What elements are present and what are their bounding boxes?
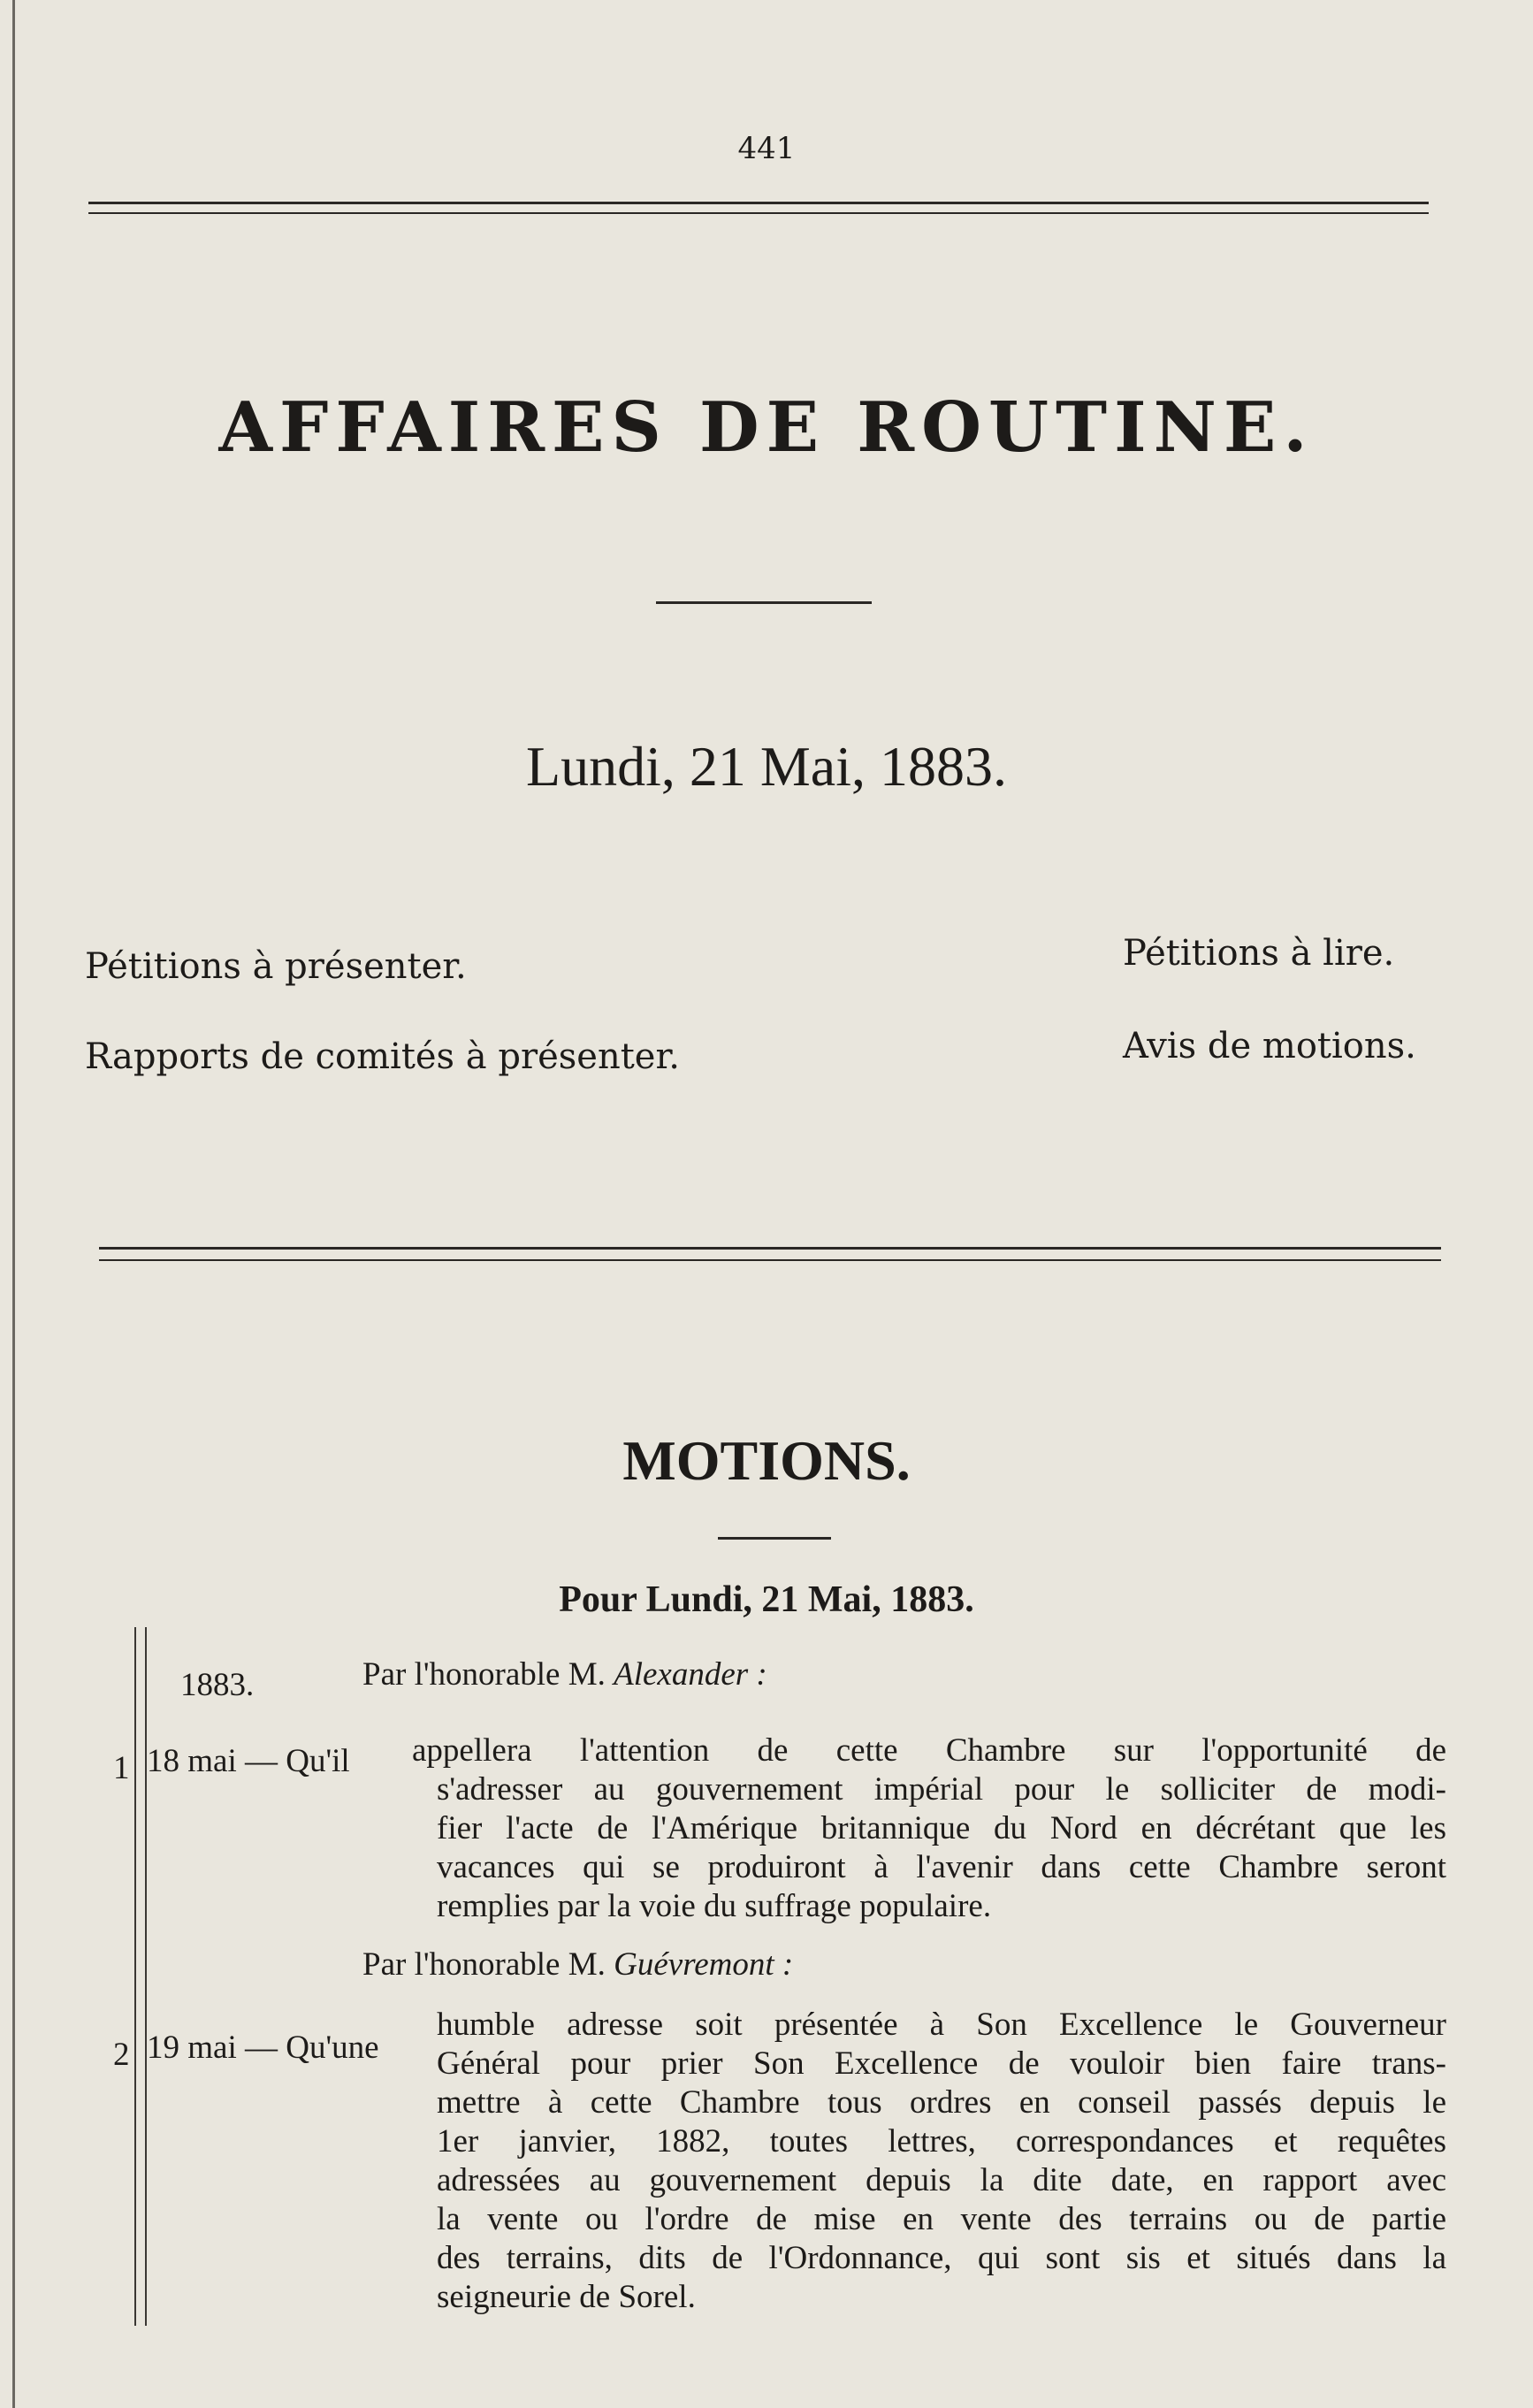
motions-title: MOTIONS. <box>622 1429 911 1492</box>
section-title: AFFAIRES DE ROUTINE. <box>218 387 1315 468</box>
motion-1-mover <box>362 1655 767 1694</box>
motion-1-member: Alexander : <box>614 1656 767 1693</box>
motion-1-text-body <box>437 1770 1446 1926</box>
motion-2-member: Guévremont : <box>614 1946 794 1983</box>
motions-subtitle: Pour Lundi, 21 Mai, 1883. <box>559 1579 974 1620</box>
motion-2-line-7: des terrains, dits de l'Ordonnance, qui sont sis et situés dans la <box>437 2240 1446 2276</box>
motion-2-line-2: Général pour prier Son Excellence de vouloir bien faire trans- <box>437 2045 1446 2082</box>
motion-2-line-1: humble adresse soit présentée à Son Excellence le Gouverneur <box>437 2007 1446 2043</box>
title-underline <box>656 601 872 604</box>
number-column-divider <box>134 1627 136 2326</box>
page-binding-edge <box>12 0 15 2408</box>
motion-2-by: Par l'honorable M. <box>362 1946 614 1983</box>
motion-2-number: 2 <box>113 2037 130 2073</box>
motion-2-line-4: 1er janvier, 1882, toutes lettres, correspondances et requêtes <box>437 2123 1446 2160</box>
routine-petitions-present: Pétitions à présenter. <box>85 946 467 987</box>
motion-2-line-6: la vente ou l'ordre de mise en vente des terrains ou de partie <box>437 2201 1446 2237</box>
motion-1-line-5: remplies par la voie du suffrage populaire. <box>437 1888 992 1924</box>
motions-underline <box>718 1537 831 1540</box>
routine-notices-motions: Avis de motions. <box>1123 1026 1416 1066</box>
motion-1-number: 1 <box>113 1750 130 1786</box>
motion-1-line-4: vacances qui se produiront à l'avenir dans cette Chambre seront <box>437 1849 1446 1885</box>
motion-1-date: 18 mai — Qu'il <box>147 1743 350 1779</box>
motion-1-line-1: appellera l'attention de cette Chambre sur l'opportunité de <box>412 1732 1446 1769</box>
motion-2-mover <box>362 1946 793 1984</box>
sitting-date: Lundi, 21 Mai, 1883. <box>526 735 1007 798</box>
mid-double-rule-upper <box>99 1247 1441 1250</box>
top-double-rule-upper <box>88 202 1429 204</box>
motion-2-line-8: seigneurie de Sorel. <box>437 2279 696 2315</box>
top-double-rule-lower <box>88 212 1429 214</box>
motion-2-date: 19 mai — Qu'une <box>147 2030 379 2066</box>
mid-double-rule-lower <box>99 1259 1441 1261</box>
motion-1-text <box>412 1731 1446 1770</box>
motion-1-line-2: s'adresser au gouvernement impérial pour le solliciter de modi- <box>437 1771 1446 1808</box>
motion-2-line-5: adressées au gouvernement depuis la dite date, en rapport avec <box>437 2162 1446 2198</box>
motion-2-text <box>437 2006 1446 2317</box>
motions-year: 1883. <box>180 1667 255 1703</box>
routine-petitions-read: Pétitions à lire. <box>1123 933 1395 974</box>
motion-2-line-3: mettre à cette Chambre tous ordres en conseil passés depuis le <box>437 2084 1446 2121</box>
date-column-divider <box>145 1627 147 2326</box>
motion-1-by: Par l'honorable M. <box>362 1656 614 1693</box>
routine-committee-reports: Rapports de comités à présenter. <box>85 1036 680 1077</box>
page-number: 441 <box>737 131 796 166</box>
motion-1-line-3: fier l'acte de l'Amérique britannique du Nord en décrétant que les <box>437 1810 1446 1846</box>
